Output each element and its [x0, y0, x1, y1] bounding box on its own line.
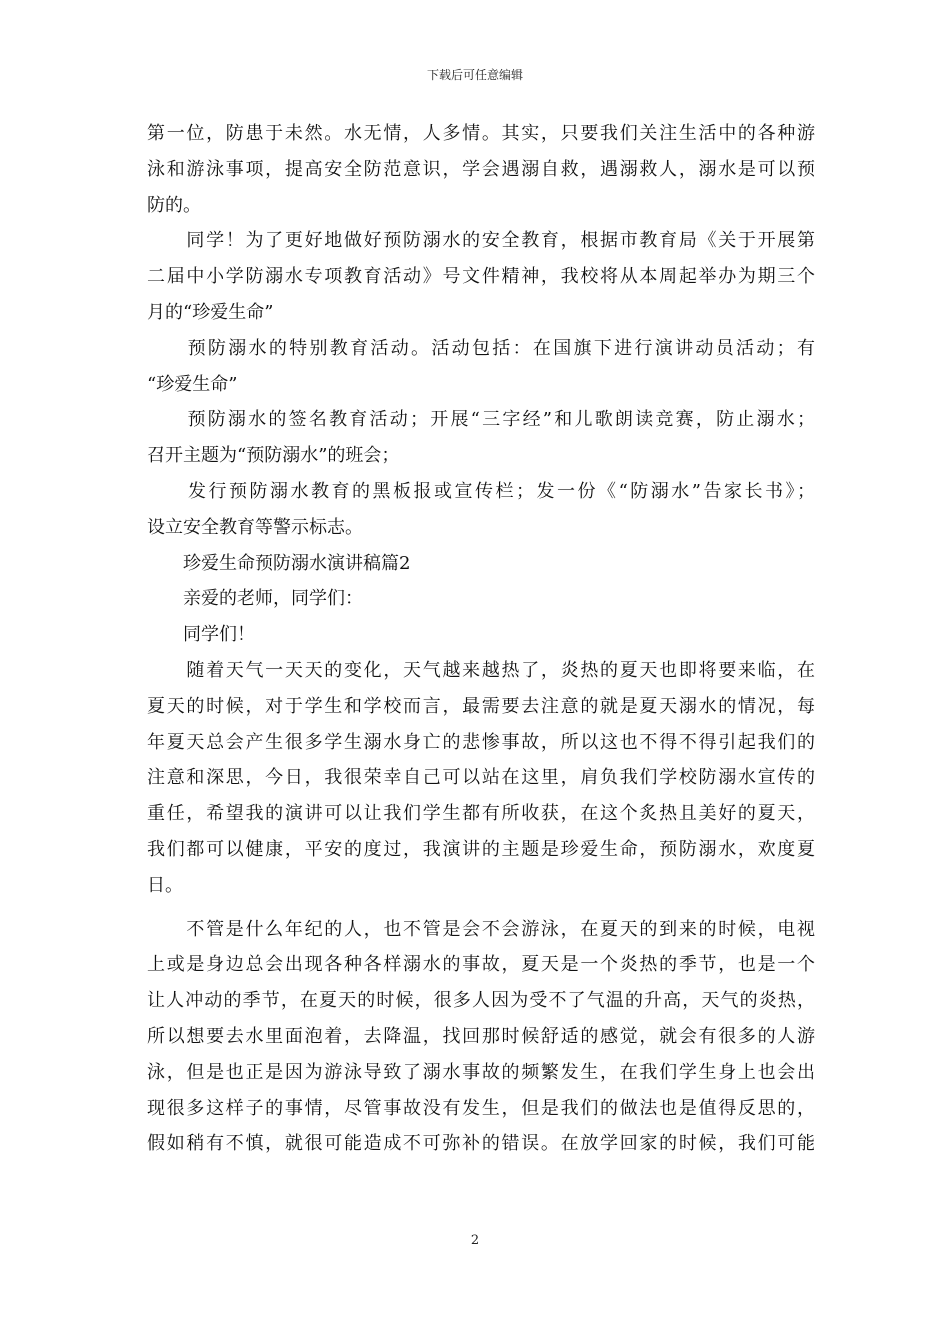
section-heading: [147, 546, 815, 582]
text-line: 设立安全教育等警示标志。: [147, 516, 363, 538]
document-body: [147, 116, 815, 1162]
text-line: 所以想要去水里面泡着，去降温，找回那时候舒适的感觉，就会有很多的人游: [147, 1025, 815, 1047]
text-line: 月的“珍爱生命”: [147, 301, 274, 323]
paragraph: [147, 331, 815, 403]
paragraph: [147, 474, 815, 546]
text-line: 同学们！: [147, 624, 255, 646]
text-line: 现很多这样子的事情，尽管事故没有发生，但是我们的做法也是值得反思的，: [147, 1097, 815, 1119]
text-line: 二届中小学防溺水专项教育活动》号文件精神，我校将从本周起举办为期三个: [147, 266, 815, 288]
text-line: 年夏天总会产生很多学生溺水身亡的悲惨事故，所以这也不得不得引起我们的: [147, 731, 815, 753]
text-line: 我们都可以健康，平安的度过，我演讲的主题是珍爱生命，预防溺水，欢度夏: [147, 838, 815, 860]
text-line: 重任，希望我的演讲可以让我们学生都有所收获，在这个炙热且美好的夏天，: [147, 803, 815, 825]
paragraph: [147, 912, 815, 1163]
text-line: 珍爱生命预防溺水演讲稿篇2: [147, 552, 411, 574]
text-line: 召开主题为“预防溺水”的班会；: [147, 445, 400, 467]
text-line: 让人冲动的季节，在夏天的时候，很多人因为受不了气温的升高，天气的炎热，: [147, 990, 815, 1012]
text-line: 发行预防溺水教育的黑板报或宣传栏；发一份《“防溺水”告家长书》；: [147, 480, 815, 502]
text-line: 上或是身边总会出现各种各样溺水的事故，夏天是一个炎热的季节，也是一个: [147, 954, 815, 976]
text-line: 假如稍有不慎，就很可能造成不可弥补的错误。在放学回家的时候，我们可能: [147, 1133, 815, 1155]
text-line: 预防溺水的签名教育活动；开展“三字经”和儿歌朗读竞赛，防止溺水；: [147, 409, 815, 431]
text-line: 泳和游泳事项，提高安全防范意识，学会遇溺自救，遇溺救人，溺水是可以预: [147, 158, 815, 180]
text-line: 夏天的时候，对于学生和学校而言，最需要去注意的就是夏天溺水的情况，每: [147, 695, 815, 717]
text-line: 第一位，防患于未然。水无情，人多情。其实，只要我们关注生活中的各种游: [147, 123, 815, 144]
text-line: 日。: [147, 874, 183, 896]
paragraph-gap: [147, 904, 815, 912]
text-line: 同学！为了更好地做好预防溺水的安全教育，根据市教育局《关于开展第: [147, 230, 815, 252]
text-line: 泳，但是也正是因为游泳导致了溺水事故的频繁发生，在我们学生身上也会出: [147, 1061, 815, 1083]
page-header-note: 下载后可任意编辑: [426, 68, 523, 82]
paragraph: [147, 223, 815, 330]
paragraph: [147, 402, 815, 474]
text-line: 亲爱的老师，同学们：: [147, 588, 363, 610]
text-line: 预防溺水的特别教育活动。活动包括：在国旗下进行演讲动员活动；有: [147, 337, 815, 359]
salutation: [147, 617, 815, 653]
paragraph: [147, 116, 815, 223]
paragraph: [147, 653, 815, 904]
page-number: 2: [470, 1233, 480, 1248]
salutation: [147, 581, 815, 617]
text-line: 防的。: [147, 194, 201, 216]
text-line: 注意和深思，今日，我很荣幸自己可以站在这里，肩负我们学校防溺水宣传的: [147, 767, 815, 789]
text-line: 不管是什么年纪的人，也不管是会不会游泳，在夏天的到来的时候，电视: [147, 918, 815, 940]
text-line: 随着天气一天天的变化，天气越来越热了，炎热的夏天也即将要来临，在: [147, 659, 815, 681]
text-line: “珍爱生命”: [147, 373, 238, 395]
